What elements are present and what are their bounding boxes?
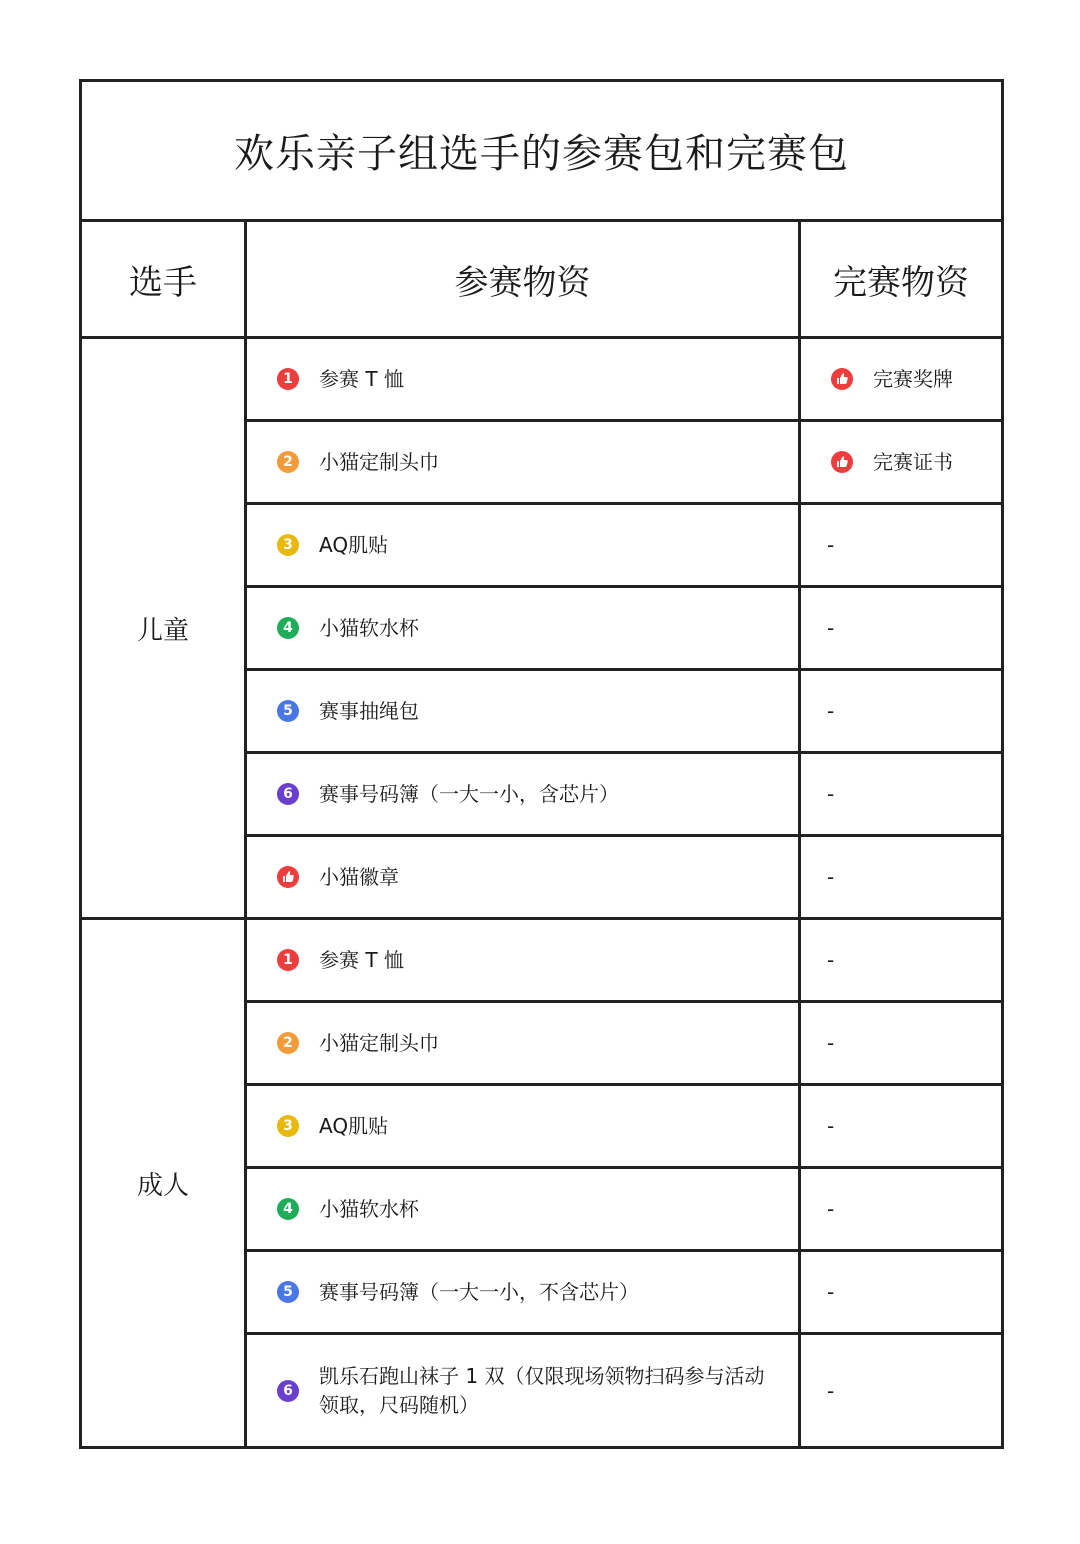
table-row (81, 338, 1003, 421)
table-title: 欢乐亲子组选手的参赛包和完赛包 (81, 81, 1003, 221)
finish-item-label: 完赛证书 (873, 449, 953, 474)
finish-item-cell (800, 753, 1003, 836)
player-type-cell: 成人 (81, 919, 246, 1448)
finish-item-cell (800, 1168, 1003, 1251)
entry-item-label: AQ肌贴 (319, 1113, 389, 1138)
finish-item-cell (800, 1085, 1003, 1168)
entry-item-cell (246, 836, 800, 919)
finish-item-cell (800, 421, 1003, 504)
number-3-icon: 3 (277, 1115, 299, 1137)
finish-empty-dash: - (827, 699, 835, 723)
finish-empty-dash: - (827, 1197, 835, 1221)
finish-item-cell (800, 587, 1003, 670)
finish-item-cell (800, 338, 1003, 421)
entry-item-label: 赛事抽绳包 (319, 698, 419, 723)
finish-empty-dash: - (827, 948, 835, 972)
gear-pack-table (79, 79, 1004, 1449)
finish-empty-dash: - (827, 1031, 835, 1055)
number-4-icon: 4 (277, 1198, 299, 1220)
thumbs-up-icon (831, 451, 853, 473)
finish-item-cell (800, 1251, 1003, 1334)
thumbs-up-icon (831, 368, 853, 390)
number-1-icon: 1 (277, 368, 299, 390)
entry-item-cell (246, 753, 800, 836)
entry-item-cell (246, 1251, 800, 1334)
entry-item-cell (246, 1085, 800, 1168)
finish-item-label: 完赛奖牌 (873, 366, 953, 391)
entry-item-cell (246, 670, 800, 753)
entry-item-label: 赛事号码簿（一大一小，不含芯片） (319, 1279, 639, 1304)
number-6-icon: 6 (277, 783, 299, 805)
entry-item-label: 赛事号码簿（一大一小，含芯片） (319, 781, 619, 806)
header-entry-supplies: 参赛物资 (246, 221, 800, 338)
number-6-icon: 6 (277, 1380, 299, 1402)
finish-item-cell (800, 1002, 1003, 1085)
entry-item-cell (246, 1002, 800, 1085)
entry-item-label: 小猫定制头巾 (319, 1030, 439, 1055)
number-5-icon: 5 (277, 1281, 299, 1303)
entry-item-cell (246, 1334, 800, 1448)
finish-item-cell (800, 919, 1003, 1002)
entry-item-label: 参赛 T 恤 (319, 366, 404, 391)
finish-empty-dash: - (827, 1378, 835, 1403)
entry-item-cell (246, 421, 800, 504)
number-5-icon: 5 (277, 700, 299, 722)
entry-item-cell (246, 338, 800, 421)
finish-empty-dash: - (827, 533, 835, 557)
number-3-icon: 3 (277, 534, 299, 556)
table-body (81, 338, 1003, 1448)
entry-item-label: AQ肌贴 (319, 532, 389, 557)
entry-item-label: 小猫软水杯 (319, 615, 419, 640)
finish-item-cell (800, 836, 1003, 919)
entry-item-cell (246, 919, 800, 1002)
entry-item-label: 参赛 T 恤 (319, 947, 404, 972)
thumbs-up-icon (277, 866, 299, 888)
finish-item-cell (800, 670, 1003, 753)
finish-empty-dash: - (827, 782, 835, 806)
entry-item-cell (246, 1168, 800, 1251)
number-4-icon: 4 (277, 617, 299, 639)
entry-item-label: 小猫定制头巾 (319, 449, 439, 474)
entry-item-label: 凯乐石跑山袜子 1 双（仅限现场领物扫码参与活动领取，尺码随机） (319, 1363, 765, 1417)
finish-item-cell (800, 504, 1003, 587)
finish-empty-dash: - (827, 865, 835, 889)
player-type-cell: 儿童 (81, 338, 246, 919)
finish-item-cell (800, 1334, 1003, 1448)
number-1-icon: 1 (277, 949, 299, 971)
number-2-icon: 2 (277, 451, 299, 473)
table-row (81, 919, 1003, 1002)
finish-empty-dash: - (827, 1114, 835, 1138)
entry-item-label: 小猫软水杯 (319, 1196, 419, 1221)
finish-empty-dash: - (827, 1280, 835, 1304)
entry-item-label: 小猫徽章 (319, 864, 399, 889)
entry-item-cell (246, 587, 800, 670)
entry-item-cell (246, 504, 800, 587)
header-player: 选手 (81, 221, 246, 338)
finish-empty-dash: - (827, 616, 835, 640)
header-finish-supplies: 完赛物资 (800, 221, 1003, 338)
number-2-icon: 2 (277, 1032, 299, 1054)
